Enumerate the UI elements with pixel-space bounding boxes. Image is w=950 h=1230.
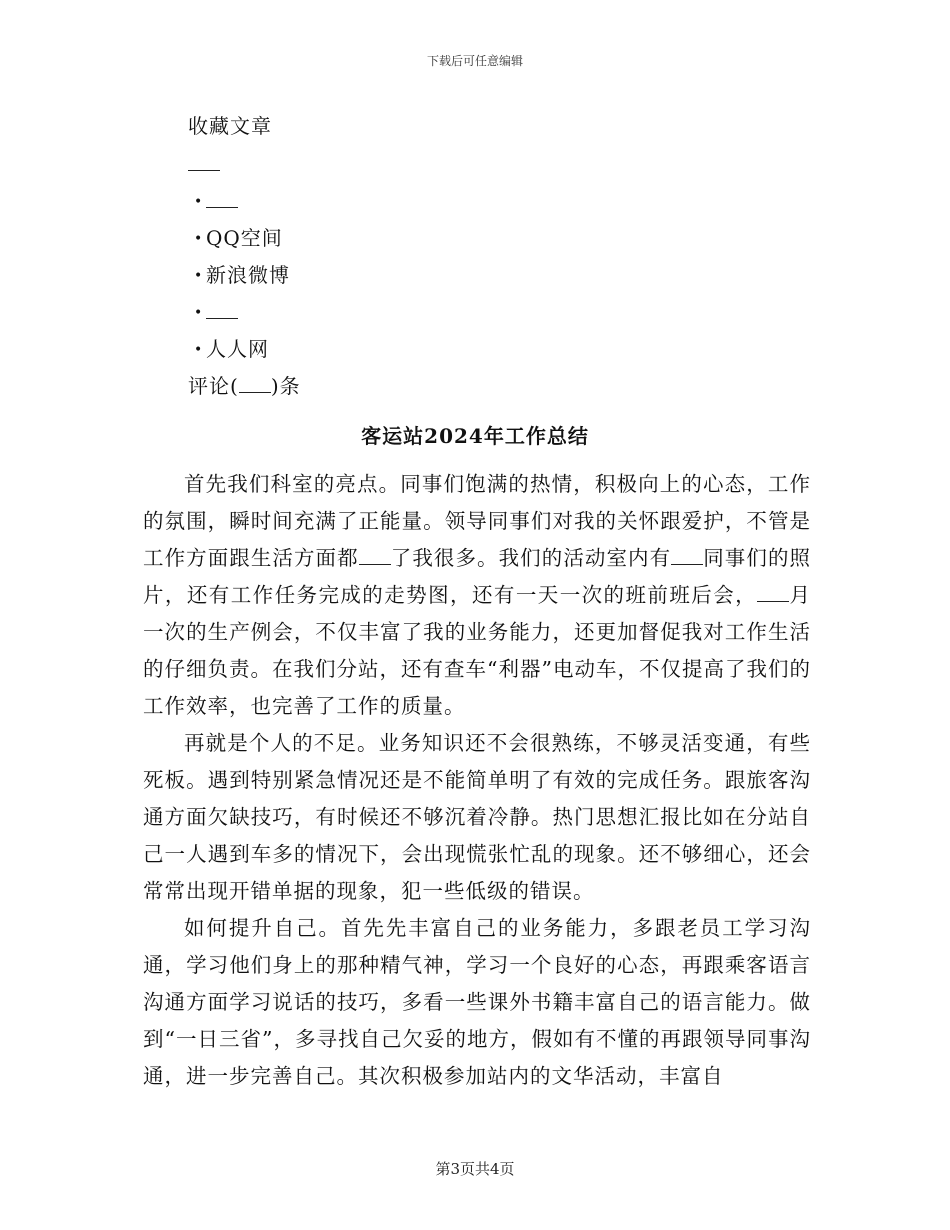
bullet-icon: • bbox=[194, 268, 204, 284]
bullet-icon: • bbox=[194, 342, 204, 358]
paragraph-text: 同事们的照片，还有工作任务完成的走势图，还有一天一次的班前班后会， bbox=[143, 546, 812, 607]
share-item[interactable] bbox=[188, 294, 301, 331]
blank-line bbox=[188, 146, 301, 183]
paragraph: 如何提升自己。首先先丰富自己的业务能力，多跟老员工学习沟通，学习他们身上的那种精气神，学习一个良好的心态，再跟乘客语言沟通方面学习说话的技巧，多看一些课外书籍丰富自己的语言能力。做到“一日三省”，多寻找自己欠妥的地方，假如有不懂的再跟领导同事沟通，进一步完善自己。其次积极参加站内的文华活动，丰富自 bbox=[143, 916, 811, 1088]
share-item-label: QQ空间 bbox=[206, 226, 283, 250]
document-body bbox=[143, 466, 811, 1095]
header-note: 下载后可任意编辑 bbox=[426, 54, 523, 68]
paragraph-text: 首先我们科室的亮点。同事们饱满的热情，积极向上的心态，工作的氛围，瞬时间充满了正能量。领导同事们对我的关怀跟爱护，不管是工作方面跟生活方面都 bbox=[143, 472, 811, 570]
bullet-icon: • bbox=[194, 231, 204, 247]
blank-underline bbox=[206, 193, 238, 208]
share-item[interactable] bbox=[188, 183, 301, 220]
share-item-qzone[interactable] bbox=[188, 220, 301, 257]
document-title: 客运站2024年工作总结 bbox=[361, 424, 589, 448]
blank-underline bbox=[359, 550, 391, 565]
share-item-weibo[interactable] bbox=[188, 257, 301, 294]
blank-underline bbox=[239, 378, 271, 393]
blank-underline bbox=[206, 304, 238, 319]
favorite-link[interactable]: 收藏文章 bbox=[188, 114, 272, 138]
share-item-label: 人人网 bbox=[206, 337, 269, 361]
comment-count[interactable] bbox=[188, 368, 301, 405]
comment-suffix: )条 bbox=[270, 374, 301, 398]
paragraph-text: 了我很多。我们的活动室内有 bbox=[390, 546, 672, 570]
blank-underline bbox=[757, 587, 789, 602]
blank-underline bbox=[188, 156, 220, 171]
bullet-icon: • bbox=[194, 305, 204, 321]
paragraph bbox=[143, 466, 811, 725]
paragraph-text: 月一次的生产例会，不仅丰富了我的业务能力，还更加督促我对工作生活的仔细负责。在我们分站，还有查车“利器”电动车，不仅提高了我们的工作效率，也完善了工作的质量。 bbox=[143, 583, 812, 718]
paragraph: 再就是个人的不足。业务知识还不会很熟练，不够灵活变通，有些死板。遇到特别紧急情况还是不能简单明了有效的完成任务。跟旅客沟通方面欠缺技巧，有时候还不够沉着冷静。热门思想汇报比如在分站自己一人遇到车多的情况下，会出现慌张忙乱的现象。还不够细心，还会常常出现开错单据的现象，犯一些低级的错误。 bbox=[143, 731, 811, 903]
page-number: 第3页共4页 bbox=[435, 1160, 515, 1178]
blank-underline bbox=[671, 550, 703, 565]
share-item-renren[interactable] bbox=[188, 331, 301, 368]
comment-prefix: 评论( bbox=[188, 374, 239, 398]
share-block bbox=[188, 108, 301, 405]
bullet-icon: • bbox=[194, 194, 204, 210]
share-item-label: 新浪微博 bbox=[206, 263, 290, 287]
